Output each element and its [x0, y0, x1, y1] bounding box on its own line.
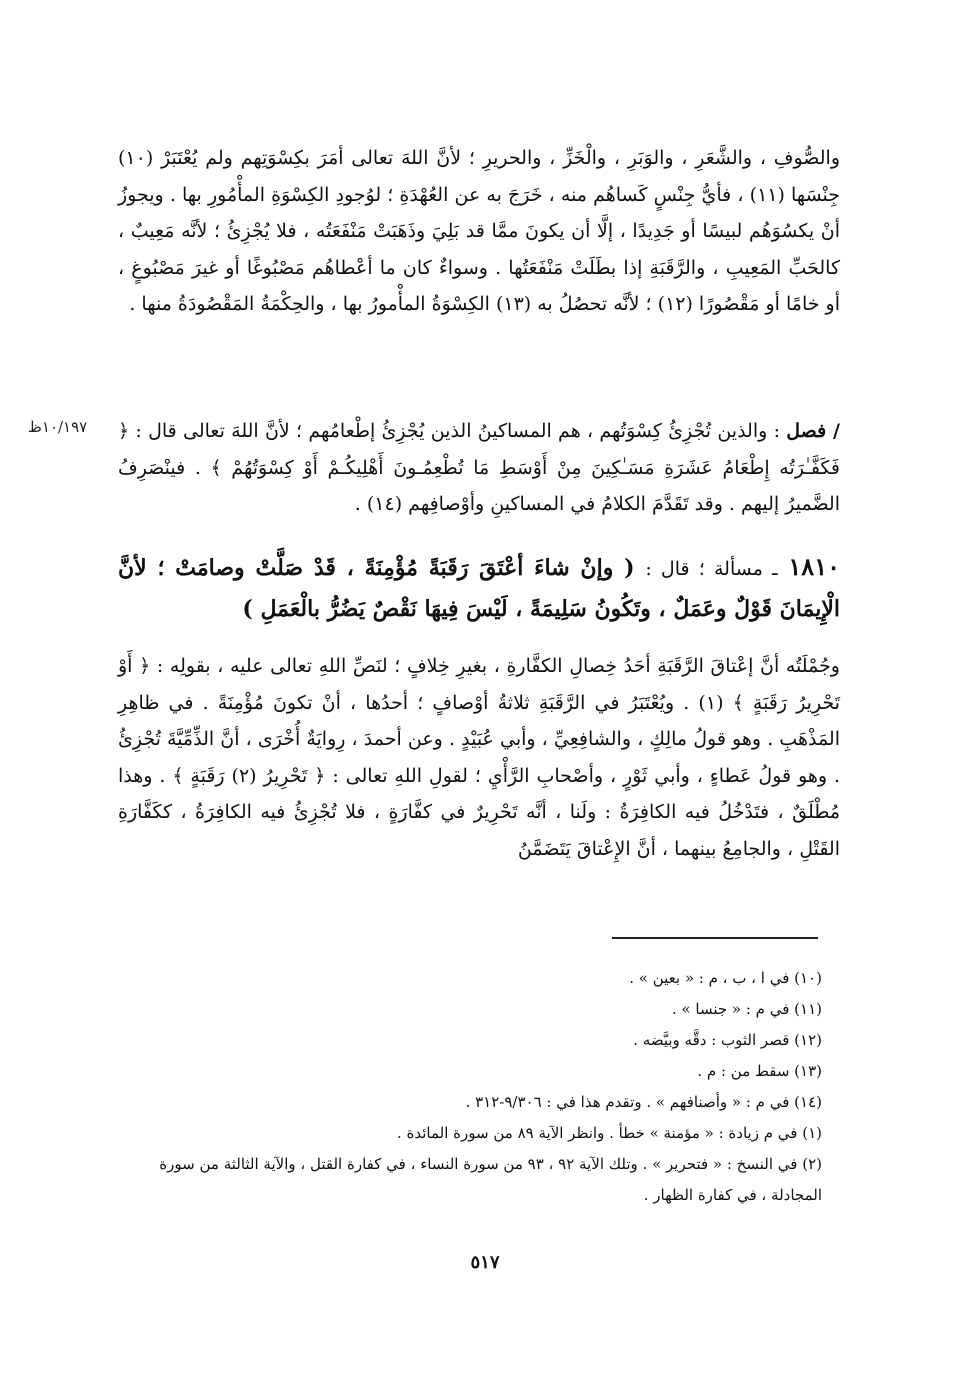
footnote: (١) في م زيادة : « مؤمنة » خطأ . وانظر الآية ٨٩ من سورة المائدة .: [396, 1124, 822, 1142]
footnote: (١٠) في ا ، ب ، م : « بعين » .: [629, 969, 822, 987]
footnote: (١٢) قصر الثوب : دقَّه وبيَّضه .: [633, 1031, 822, 1049]
issue-quote: ( وإنْ شاءَ أعْتَقَ رَقَبَةً مُؤْمِنَةً ، قَدْ صَلَّتْ وصامَتْ ؛ لأنَّ الْإِيمَانَ قَوْلٌ وعَمَلٌ ، وتَكُونُ سَلِيمَةً ، لَيْسَ فِيهَا نَقْصٌ يَضُرُّ بالْعَمَلِ ): [118, 555, 840, 622]
issue-block: [118, 547, 840, 629]
paragraph-clothing: والصُّوفِ ، والشَّعَرِ ، والوَبَرِ ، والْخَزِّ ، والحريرِ ؛ لأنَّ اللهَ تعالى أمَرَ بكِسْوَتِهم ولم يُعْتَبَرْ (١٠) جِنْسَها (١١) ، فأيُّ جِنْسٍ كَساهُم منه ، خَرَجَ به عن العُهْدَةِ ؛ لوُجودِ الكِسْوَةِ المأْمُورِ بها . ويجوزُ أنْ يكسُوَهُم لبيسًا أو جَدِيدًا ، إلَّا أن يكونَ ممَّا قد بَلِيَ وذَهَبَتْ مَنْفَعَتُه ، فلا يُجْزِئُ ؛ لأنَّه مَعِيبٌ ، كالحَبِّ المَعِيبِ ، والرَّقَبَةِ إذا بطَلَتْ مَنْفَعَتُها . وسواءٌ كان ما أعْطاهُم مَصْبُوغًا أو غيرَ مَصْبُوغٍ ، أو خامًا أو مَقْصُورًا (١٢) ؛ لأنَّه تحصُلُ به (١٣) الكِسْوَةُ المأْمورُ بها ، والحِكْمَةُ المَقْصُودَةُ منها .: [118, 147, 841, 315]
issue-heading: [118, 547, 840, 629]
fasl-heading: / فصل: [786, 420, 840, 442]
main-text-block-1: [118, 140, 840, 323]
footnote-separator: [612, 937, 818, 939]
issue-label: ـ مسألة ؛ قال :: [645, 558, 778, 580]
paragraph-fasl: [118, 413, 840, 523]
page-number: ٥١٧: [470, 1252, 500, 1273]
fasl-text: : والذين تُجْزِئُ كِسْوَتُهم ، هم المساكينُ الذين يُجْزِئُ إطْعامُهم ؛ لأنَّ اللهَ تعالى قال : ﴿ فَكَفَّـٰرَتُه إِطْعَامُ عَشَرَةِ مَسَـٰكِينَ مِنْ أَوْسَطِ مَا تُطْعِمُـونَ أَهْلِيكُـمْ أَوْ كِسْوَتُهُمْ ﴾ . فينْصَرِفُ الضَّميرُ إليهم . وقد تَقَدَّمَ الكلامُ في المساكينِ وأوْصافِهم (١٤) .: [118, 420, 840, 515]
footnotes-list: [118, 963, 822, 1211]
paragraph-explanation: وجُمْلَتُه أنَّ إعْتاقَ الرَّقَبَةِ أحَدُ خِصالِ الكفَّارةِ ، بغيرِ خِلافٍ ؛ لنَصِّ اللهِ تعالى عليه ، بقولِه : ﴿ أَوْ تَحْرِيرُ رَقَبَةٍ ﴾ (١) . ويُعْتَبَرُ في الرَّقَبَةِ ثلاثةُ أوْصافٍ ؛ أحدُها ، أنْ تكونَ مُؤْمِنَةً . في ظاهِرِ المَذْهَبِ . وهو قولُ مالِكٍ ، والشافِعِيِّ ، وأبي عُبَيْدٍ . وعن أحمدَ ، رِوايَةٌ أُخْرَى ، أنَّ الذِّمِّيَّةَ تُجْزِئُ . وهو قولُ عَطاءٍ ، وأبي ثَوْرٍ ، وأصْحابِ الرَّأْيِ ؛ لقولِ اللهِ تعالى : ﴿ تَحْرِيرُ (٢) رَقَبَةٍ ﴾ . وهذا مُطْلَقٌ ، فتَدْخُلُ فيه الكافِرَةُ : ولَنا ، أنَّه تَحْرِيرٌ في كفَّارَةٍ ، فلا تُجْزِئُ فيه الكافِرَةُ ، ككَفَّارَةِ القَتْلِ ، والجامِعُ بينهما ، أنَّ الإِعْتاقَ يَتَضَمَّنُ: [118, 655, 841, 860]
footnote: (١٣) سقط من : م .: [697, 1062, 822, 1080]
footnote: (١٤) في م : « وأصنافهم » . وتقدم هذا في : ٩/٣٠٦-٣١٢ .: [465, 1093, 822, 1111]
main-text-block-2: [118, 413, 840, 523]
fasl-label: فصل: [786, 420, 827, 442]
issue-number: ١٨١٠: [788, 552, 840, 581]
main-text-block-3: [118, 648, 840, 867]
manuscript-folio-ref: ١٠/١٩٧ظ: [28, 418, 88, 436]
footnote: (٢) في النسخ : « فتحرير » . وتلك الآية ٩٢ ، ٩٣ من سورة النساء ، في كفارة القتل ، والآية الثالثة من سورة المجادلة ، في كفارة الظهار .: [159, 1155, 822, 1204]
footnote: (١١) في م : « جنسا » .: [671, 1000, 822, 1018]
